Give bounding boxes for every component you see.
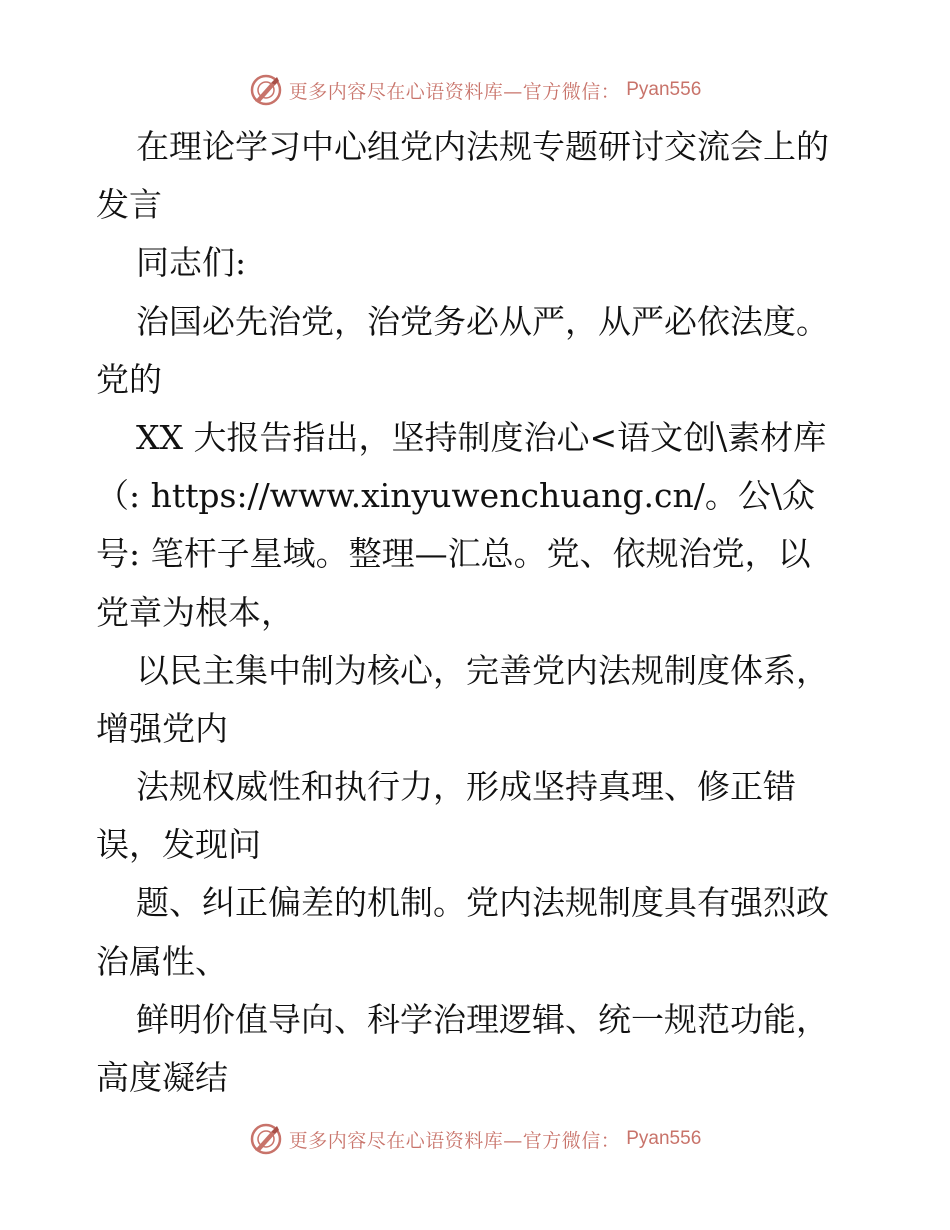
document-line: 治属性、 bbox=[96, 941, 228, 981]
document-line: 法规权威性和执行力，形成坚持真理、修正错 bbox=[136, 767, 796, 807]
document-line: 高度凝结 bbox=[96, 1058, 228, 1097]
document-line: XX 大报告指出，坚持制度治心<语文创\素材库 bbox=[136, 417, 827, 457]
document-line: 题、纠正偏差的机制。党内法规制度具有强烈政 bbox=[136, 883, 829, 923]
document-line: 治国必先治党，治党务必从严，从严必依法度。 bbox=[136, 301, 829, 341]
document-line: 党章为根本， bbox=[96, 592, 294, 632]
header-watermark bbox=[0, 70, 950, 110]
document-line: （: https://www.xinyuwenchuang.cn/。公\众 bbox=[96, 476, 815, 516]
document-line: 以民主集中制为核心，完善党内法规制度体系， bbox=[136, 650, 829, 690]
document-line: 同志们: bbox=[136, 243, 247, 283]
pen-logo-icon bbox=[249, 73, 283, 107]
watermark-id: Pyan556 bbox=[626, 79, 702, 100]
document-line: 误，发现问 bbox=[96, 825, 261, 865]
document-line: 增强党内 bbox=[96, 708, 228, 748]
document-line: 号: 笔杆子星域。整理—汇总。党、依规治党，以 bbox=[96, 534, 811, 574]
pen-logo-icon bbox=[249, 1122, 283, 1156]
document-line: 在理论学习中心组党内法规专题研讨交流会上的 bbox=[136, 127, 829, 166]
document-line: 发言 bbox=[96, 185, 162, 225]
watermark-id: Pyan556 bbox=[626, 1128, 702, 1149]
watermark-text: 更多内容尽在心语资料库—官方微信： bbox=[288, 1129, 621, 1152]
document-line: 鲜明价值导向、科学治理逻辑、统一规范功能， bbox=[136, 999, 829, 1039]
watermark-text: 更多内容尽在心语资料库—官方微信： bbox=[288, 80, 621, 103]
document-line: 党的 bbox=[96, 359, 162, 399]
footer-watermark bbox=[0, 1119, 950, 1159]
document-body bbox=[96, 118, 876, 1107]
